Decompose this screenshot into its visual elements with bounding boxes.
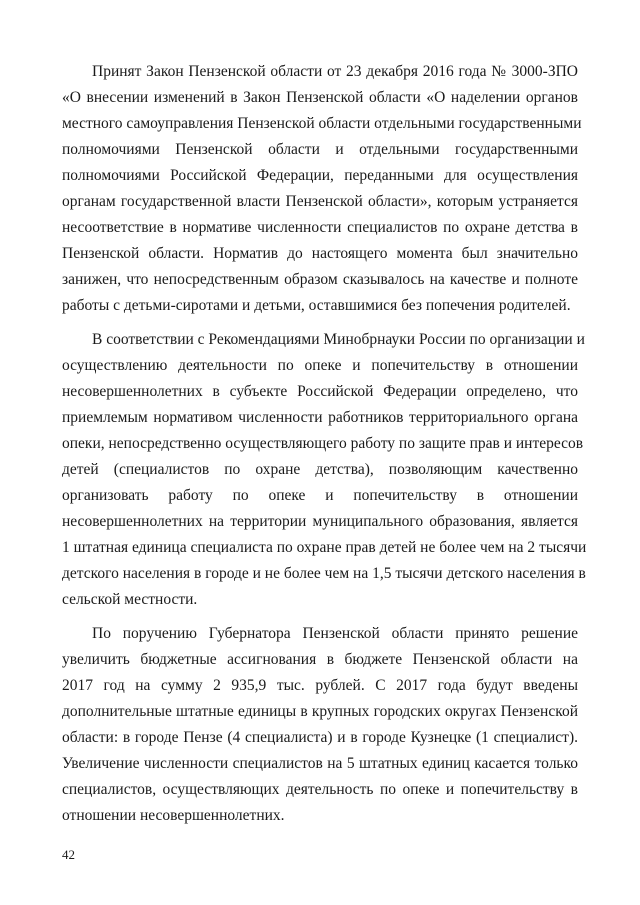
text-line: полномочиями Российской Федерации, переданными для осуществления <box>62 167 578 184</box>
text-line: местного самоуправления Пензенской области отдельными государственными <box>62 115 582 132</box>
text-line: организовать работу по опеке и попечительству в отношении <box>62 487 578 504</box>
text-line: полномочиями Пензенской области и отдельными государственными <box>62 141 578 158</box>
text-line: Принят Закон Пензенской области от 23 декабря 2016 года № 3000-ЗПО <box>92 63 578 80</box>
text-line: По поручению Губернатора Пензенской области принято решение <box>92 625 578 642</box>
text-line: несовершеннолетних на территории муниципального образования, является <box>62 513 578 530</box>
text-line: области: в городе Пензе (4 специалиста) и в городе Кузнецке (1 специалист). <box>62 729 578 746</box>
text-line: В соответствии с Рекомендациями Минобрнауки России по организации и <box>92 331 585 348</box>
text-line: работы с детьми-сиротами и детьми, оставшимися без попечения родителей. <box>62 297 571 314</box>
text-line: детского населения в городе и не более чем на 1,5 тысячи детского населения в <box>62 565 586 582</box>
text-line: «О внесении изменений в Закон Пензенской области «О наделении органов <box>62 89 578 106</box>
text-line: осуществлению деятельности по опеке и попечительству в отношении <box>62 357 578 374</box>
text-line: несовершеннолетних в субъекте Российской Федерации определено, что <box>62 383 578 400</box>
text-line: отношении несовершеннолетних. <box>62 807 285 824</box>
text-line: опеки, непосредственно осуществляющего работу по защите прав и интересов <box>62 435 584 452</box>
text-line: дополнительные штатные единицы в крупных городских округах Пензенской <box>62 703 578 720</box>
text-line: увеличить бюджетные ассигнования в бюджете Пензенской области на <box>62 651 578 668</box>
text-line: 2017 год на сумму 2 935,9 тыс. рублей. С 2017 года будут введены <box>62 677 578 694</box>
text-line: Увеличение численности специалистов на 5 штатных единиц касается только <box>62 755 578 772</box>
text-line: органам государственной власти Пензенской области», которым устраняется <box>62 193 578 210</box>
text-line: специалистов, осуществляющих деятельность по опеке и попечительству в <box>62 781 578 798</box>
page-number: 42 <box>62 847 75 862</box>
text-line: несоответствие в нормативе численности специалистов по охране детства в <box>62 219 578 236</box>
text-line: 1 штатная единица специалиста по охране прав детей не более чем на 2 тысячи <box>62 539 587 556</box>
text-line: сельской местности. <box>62 591 198 608</box>
text-line: детей (специалистов по охране детства), позволяющим качественно <box>62 461 578 478</box>
text-line: приемлемым нормативом численности работников территориального органа <box>62 409 578 426</box>
text-line: Пензенской области. Норматив до настоящего момента был значительно <box>62 245 578 262</box>
text-line: занижен, что непосредственным образом сказывалось на качестве и полноте <box>62 271 578 288</box>
